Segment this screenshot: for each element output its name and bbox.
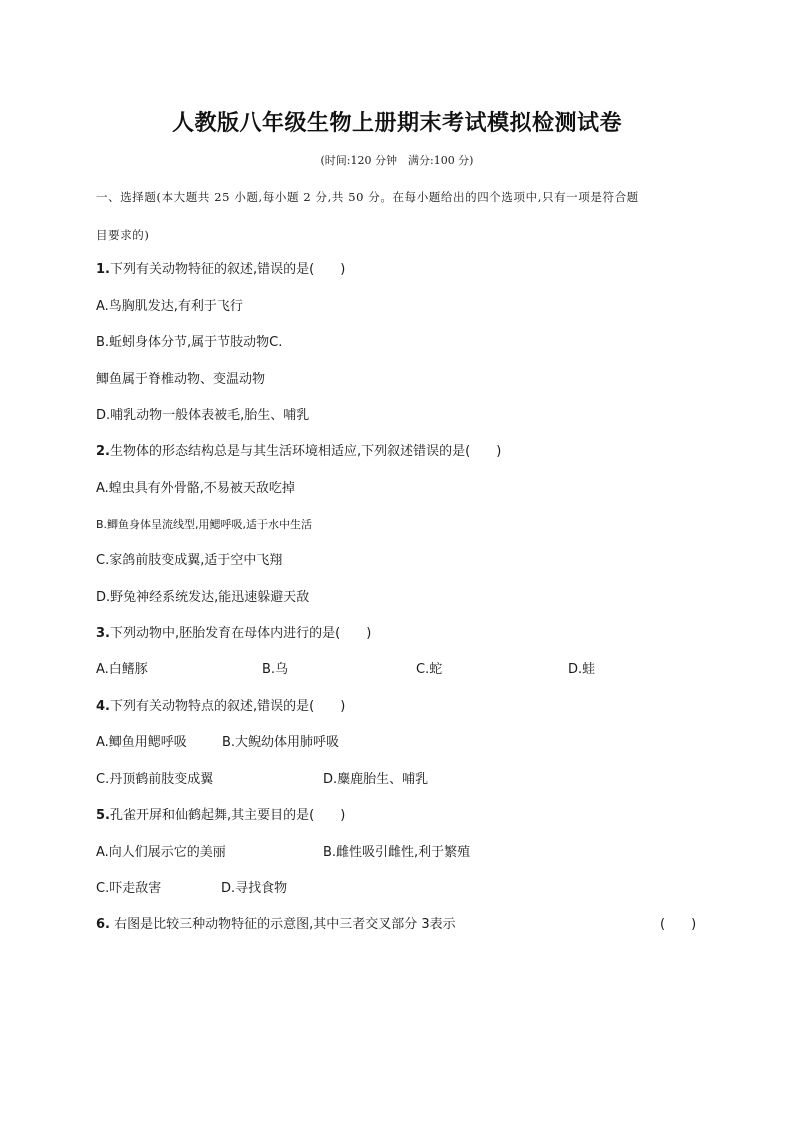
q2-option-d: D.野兔神经系统发达,能迅速躲避天敌 (96, 590, 310, 605)
q1-option-a: A.鸟胸肌发达,有利于飞行 (96, 299, 243, 314)
q6-answer-parentheses: ( ) (660, 917, 697, 932)
question-number: 6. (96, 917, 110, 932)
q5-option-d: D.寻找食物 (221, 881, 288, 896)
question-5 (96, 807, 345, 825)
q2-option-a: A.蝗虫具有外骨骼,不易被天敌吃掉 (96, 481, 295, 496)
q4-option-b: B.大鲵幼体用肺呼吸 (222, 735, 340, 750)
q3-option-d: D.蛙 (568, 662, 596, 677)
q1-option-c: 鲫鱼属于脊椎动物、变温动物 (96, 372, 266, 387)
q2-option-b: B.鲫鱼身体呈流线型,用鳃呼吸,适于水中生活 (96, 518, 313, 531)
question-number: 3. (96, 626, 110, 641)
exam-time-score: (时间:120 分钟 满分:100 分) (320, 154, 474, 167)
q4-option-d: D.麋鹿胎生、哺乳 (323, 772, 429, 787)
question-4 (96, 698, 345, 716)
q4-option-a: A.鲫鱼用鳃呼吸 (96, 735, 187, 750)
q3-option-c: C.蛇 (416, 662, 443, 677)
question-number: 1. (96, 262, 110, 277)
q3-option-b: B.乌 (262, 662, 289, 677)
question-number: 2. (96, 444, 110, 459)
page-title: 人教版八年级生物上册期末考试模拟检测试卷 (171, 111, 622, 136)
question-number: 5. (96, 808, 110, 823)
q4-option-c: C.丹顶鹤前肢变成翼 (96, 772, 214, 787)
q5-option-c: C.吓走敌害 (96, 881, 162, 896)
question-number: 4. (96, 699, 110, 714)
question-stem: 下列有关动物特点的叙述,错误的是( ) (109, 699, 346, 714)
question-2 (96, 443, 501, 461)
section-heading-line-1: 一、选择题(本大题共 25 小题,每小题 2 分,共 50 分。在每小题给出的四个选项中,只有一项是符合题 (96, 190, 639, 204)
question-3 (96, 625, 371, 643)
question-stem: 右图是比较三种动物特征的示意图,其中三者交叉部分 3表示 (109, 917, 456, 932)
question-6 (96, 916, 456, 934)
question-stem: 孔雀开屏和仙鹤起舞,其主要目的是( ) (109, 808, 346, 823)
question-stem: 下列有关动物特征的叙述,错误的是( ) (109, 262, 346, 277)
section-heading-line-2: 目要求的) (96, 228, 150, 242)
q1-option-b: B.蚯蚓身体分节,属于节肢动物C. (96, 335, 283, 350)
question-1 (96, 261, 345, 279)
q1-option-d: D.哺乳动物一般体表被毛,胎生、哺乳 (96, 408, 310, 423)
question-stem: 下列动物中,胚胎发育在母体内进行的是( ) (109, 626, 372, 641)
q2-option-c: C.家鸽前肢变成翼,适于空中飞翔 (96, 553, 283, 568)
q5-option-a: A.向人们展示它的美丽 (96, 845, 226, 860)
question-stem: 生物体的形态结构总是与其生活环境相适应,下列叙述错误的是( ) (109, 444, 502, 459)
q3-option-a: A.白鳍豚 (96, 662, 148, 677)
q5-option-b: B.雌性吸引雌性,利于繁殖 (323, 845, 471, 860)
